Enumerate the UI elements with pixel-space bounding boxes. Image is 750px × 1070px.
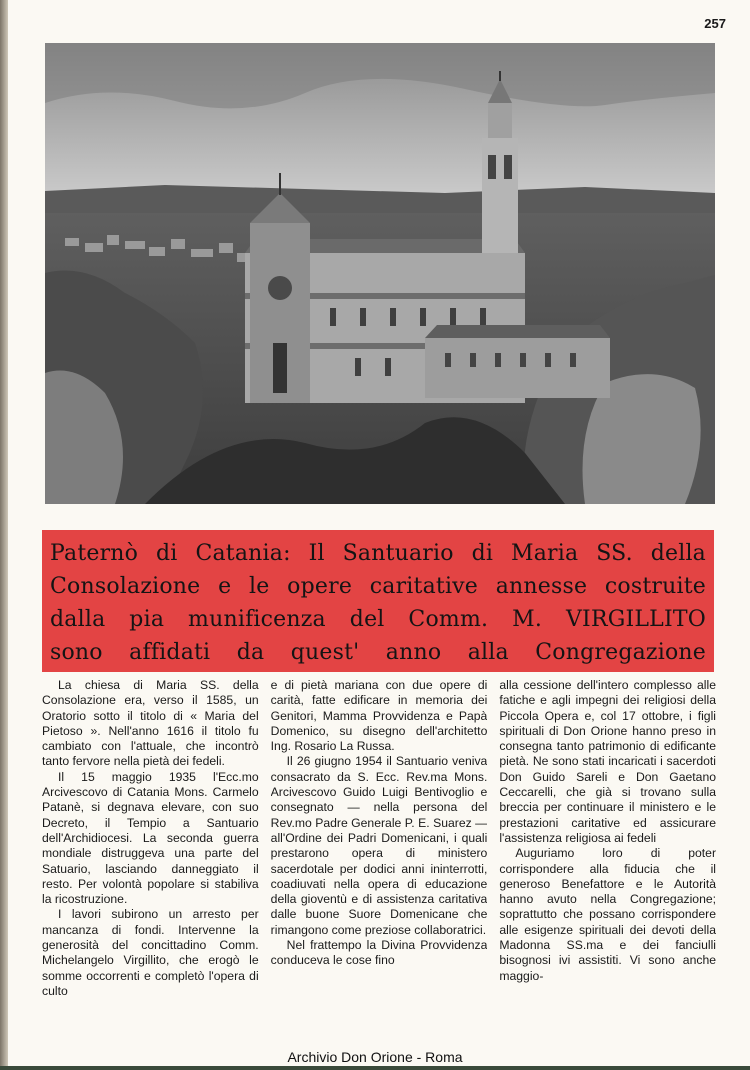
paragraph: Auguriamo loro di poter corrispondere alla fiducia che il generoso Benefattore e le Autorità hanno avuto nella Congregazione; soprattutto che possano corrispondere alle esigenze spirituali dei devoti della Madonna SS.ma e dei fanciulli bisognosi ivi assistiti. Vi sono anche maggio- (499, 846, 717, 983)
paragraph: alla cessione dell'intero complesso alle fatiche e agli impegni dei religiosi della Piccola Opera e, col 17 ottobre, i figli spirituali di Don Orione hanno preso in consegna tanto patrimonio di edificante pietà. Ne sono stati incaricati i sacerdoti Don Guido Sareli e Don Gaetano Ceccarelli, che già si trovano sulla breccia per continuare il ministero e le prestazioni caritative ed assicurare l'assistenza religiosa ai fedeli (499, 678, 717, 845)
paragraph: Il 15 maggio 1935 l'Ecc.mo Arcivescovo di Catania Mons. Carmelo Patanè, si degnava elevare, con suo Decreto, il Tempio a Santuario dell'Archidiocesi. La seconda guerra mondiale distruggeva una parte del Satuario, lasciando danneggiato il resto. Per volontà popolare si stabiliva la ricostruzione. (42, 769, 259, 907)
headline-banner (42, 530, 714, 672)
church-photo (45, 43, 715, 504)
bottom-strip (0, 1066, 750, 1070)
paragraph: Il 26 giugno 1954 il Santuario veniva consacrato da S. Ecc. Rev.ma Mons. Arcivescovo Guido Luigi Bentivoglio e consegnato — nella persona del Rev.mo Padre Generale P. E. Suarez — all'Ordine dei Padri Domenicani, i quali prestarono opera di ministero sacerdotale per dodici anni ininterrotti, coadiuvati nella opera di educazione della gioventù e di assistenza caritativa dalle buone Suore Domenicane che rimangono come preziose collaboratrici. (270, 754, 488, 937)
paragraph: Nel frattempo la Divina Provvidenza conduceva le cose fino (270, 938, 488, 968)
page-edge (0, 0, 8, 1070)
paragraph: La chiesa di Maria SS. della Consolazione era, verso il 1585, un Oratorio sotto il titolo di « Maria del Pietoso ». Nell'anno 1616 il titolo fu cambiato con l'attuale, che incontrò tanto fervore nella pietà dei fedeli. (42, 678, 259, 769)
page-number: 257 (704, 16, 726, 31)
text-column-1 (42, 678, 259, 1018)
paragraph: I lavori subirono un arresto per mancanza di fondi. Intervenne la generosità del concittadino Comm. Michelangelo Virgillito, che erogò le somme occorrenti e completò l'opera di culto (42, 907, 259, 998)
headline-line: Consolazione e le opere caritative annesse costruite (50, 574, 706, 599)
article-body (42, 678, 716, 1018)
headline-line: Paternò di Catania: Il Santuario di Maria SS. della (50, 541, 706, 566)
archive-label: Archivio Don Orione - Roma (287, 1049, 463, 1065)
text-column-2 (271, 678, 488, 1018)
text-column-3 (499, 678, 716, 1018)
headline-line: sono affidati da quest' anno alla Congregazione (50, 640, 706, 665)
paragraph: e di pietà mariana con due opere di carità, fatte edificare in memoria dei Genitori, Mamma Provvidenza e Papà Domenico, su disegno dell'architetto Ing. Rosario La Russa. (270, 678, 488, 754)
headline-line: dalla pia munificenza del Comm. M. VIRGILLITO (50, 607, 706, 632)
